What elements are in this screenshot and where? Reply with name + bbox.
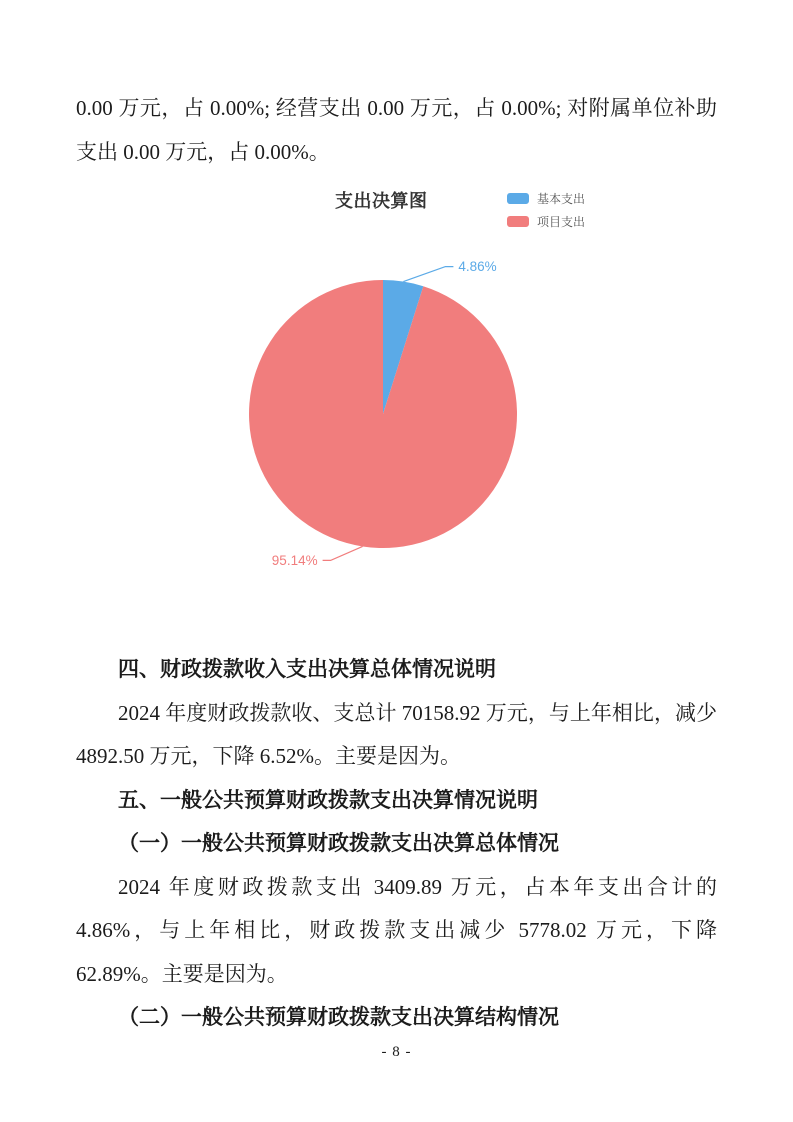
pie-label-line-1: [323, 546, 363, 560]
sections-block: [0, 648, 793, 1040]
section-5-1-heading: （一）一般公共预算财政拨款支出决算总体情况: [118, 831, 559, 855]
expenditure-pie-chart: [76, 184, 717, 604]
section-4-paragraph: 2024 年度财政拨款收、支总计 70158.92 万元，与上年相比，减少 4892.50 万元，下降 6.52%。主要是因为。: [76, 700, 717, 768]
section-4-heading: 四、财政拨款收入支出决算总体情况说明: [118, 657, 496, 681]
pie-label-0: 4.86%: [458, 259, 497, 275]
legend-label-basic: 基本支出: [537, 192, 586, 206]
continuation-block: [0, 87, 793, 174]
chart-title: 支出决算图: [335, 191, 428, 211]
section-5-heading: 五、一般公共预算财政拨款支出决算情况说明: [118, 787, 538, 812]
continuation-paragraph: 0.00 万元，占 0.00%; 经营支出 0.00 万元，占 0.00%; 对附属单位补助支出 0.00 万元，占 0.00%。: [76, 96, 717, 164]
pie-label-line-0: [403, 267, 453, 282]
section-5-1-paragraph: 2024 年度财政拨款支出 3409.89 万元，占本年支出合计的 4.86%，与上年相比，财政拨款支出减少 5778.02 万元，下降 62.89%。主要是因为。: [76, 874, 717, 986]
legend-label-project: 项目支出: [537, 215, 586, 229]
pie-svg: [76, 184, 717, 604]
page-number: - 8 -: [381, 1043, 412, 1060]
pie-label-1: 95.14%: [271, 552, 318, 568]
section-5-2-heading: （二）一般公共预算财政拨款支出决算结构情况: [118, 1005, 559, 1029]
